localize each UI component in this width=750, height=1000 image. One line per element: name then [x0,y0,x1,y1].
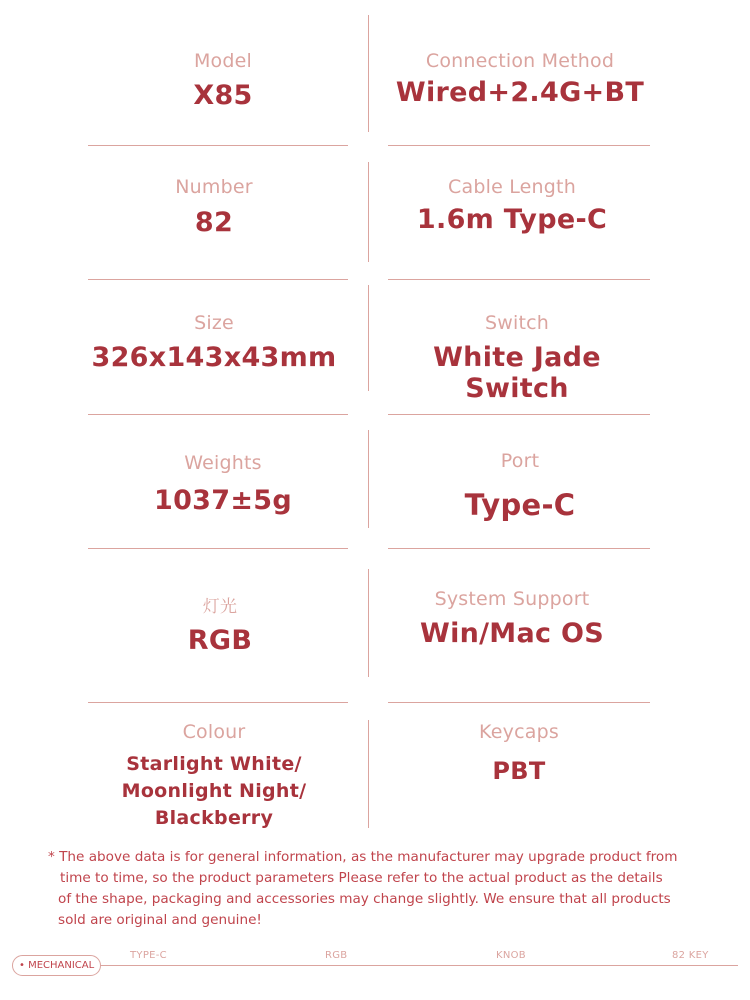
footer-divider [100,965,738,966]
spec-label: 灯光 [202,597,238,617]
spec-model [93,50,353,111]
spec-label: Keycaps [479,721,559,743]
disclaimer-line: of the shape, packaging and accessories may change slightly. We ensure that all products [58,891,671,907]
spec-value: RGB [187,625,253,656]
spec-label: System Support [434,588,590,610]
disclaimer-line: * The above data is for general information, as the manufacturer may upgrade product from [48,849,678,865]
row-divider [388,702,650,703]
disclaimer-line: sold are original and genuine! [58,912,262,928]
column-divider [368,285,369,391]
spec-value: 326x143x43mm [91,342,337,373]
row-divider [88,145,348,146]
footer-tag-knob: KNOB [496,950,526,961]
footer-tag-type-c: TYPE-C [130,950,167,961]
spec-value: 1.6m Type-C [416,204,608,235]
spec-size [84,312,344,373]
spec-value: Win/Mac OS [419,618,604,649]
spec-value-line: Starlight White/ [126,753,302,775]
spec-label: Number [175,176,253,198]
column-divider [368,569,369,677]
spec-value: 82 [194,207,234,238]
spec-label: Colour [182,721,246,743]
row-divider [88,279,348,280]
spec-weights [93,452,353,516]
spec-value: 1037±5g [154,485,292,516]
footer-tag-rgb: RGB [325,950,348,961]
column-divider [368,15,369,132]
spec-colour [84,721,344,832]
row-divider [88,548,348,549]
spec-label: Port [500,450,540,472]
footer-tag-82-key: 82 KEY [672,950,709,961]
spec-label: Size [194,312,234,334]
spec-system-support [382,588,642,649]
spec-label: Switch [484,312,550,334]
spec-label: Weights [184,452,262,474]
row-divider [388,145,650,146]
disclaimer-line: time to time, so the product parameters Please refer to the actual product as the details [60,870,663,886]
spec-keycaps [389,721,649,785]
row-divider [88,414,348,415]
row-divider [388,548,650,549]
spec-cable-length [382,176,642,235]
spec-value-line: Moonlight Night/ [121,780,307,802]
column-divider [368,430,369,528]
row-divider [88,702,348,703]
spec-value-line: Blackberry [154,807,274,829]
spec-value: Type-C [464,488,576,522]
spec-switch [387,312,647,404]
spec-value: White Jade Switch [433,342,601,404]
spec-value: PBT [492,757,546,785]
row-divider [388,279,650,280]
spec-label: Cable Length [448,176,576,198]
column-divider [368,720,369,828]
spec-lighting [90,592,350,656]
spec-label: Connection Method [425,50,615,72]
disclaimer-note [48,847,718,931]
row-divider [388,414,650,415]
spec-value: Wired+2.4G+BT [395,77,645,108]
mechanical-badge: • MECHANICAL [12,955,101,976]
spec-port [390,450,650,522]
column-divider [368,162,369,262]
spec-label: Model [193,50,253,72]
spec-connection [390,50,650,108]
spec-number [84,176,344,238]
spec-value: X85 [193,80,253,111]
